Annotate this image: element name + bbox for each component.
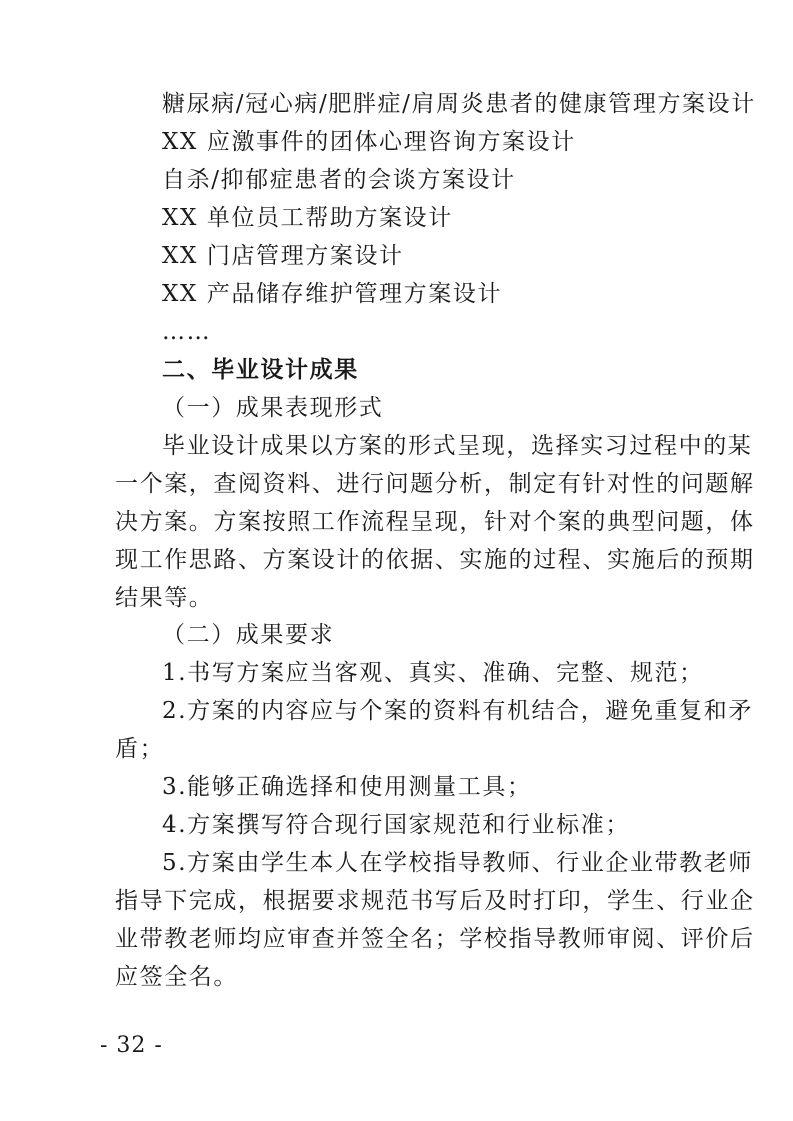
example-line: XX 单位员工帮助方案设计 xyxy=(162,205,453,231)
example-line: 糖尿病/冠心病/肥胖症/肩周炎患者的健康管理方案设计 xyxy=(162,91,756,117)
page-number: - 32 - xyxy=(100,1033,163,1058)
example-line: XX 应激事件的团体心理咨询方案设计 xyxy=(162,129,576,155)
requirement-item-cont: 应签全名。 xyxy=(115,964,238,990)
subsection-title: （一）成果表现形式 xyxy=(162,395,384,421)
requirement-item-cont: 盾； xyxy=(115,736,165,762)
requirement-item: 3.能够正确选择和使用测量工具； xyxy=(162,774,532,800)
requirement-item-cont: 业带教老师均应审查并签全名；学校指导教师审阅、评价后 xyxy=(115,926,755,952)
paragraph-line: 决方案。方案按照工作流程呈现，针对个案的典型问题，体 xyxy=(115,509,755,535)
example-line: XX 产品储存维护管理方案设计 xyxy=(162,281,503,307)
subsection-title: （二）成果要求 xyxy=(162,622,335,648)
paragraph-line: 结果等。 xyxy=(115,585,214,611)
requirement-item: 5.方案由学生本人在学校指导教师、行业企业带教老师 xyxy=(162,850,753,876)
requirement-item-cont: 指导下完成，根据要求规范书写后及时打印，学生、行业企 xyxy=(115,888,755,914)
requirement-item: 2.方案的内容应与个案的资料有机结合，避免重复和矛 xyxy=(162,698,753,724)
requirement-item: 4.方案撰写符合现行国家规范和行业标准； xyxy=(162,812,630,838)
paragraph-line: 毕业设计成果以方案的形式呈现，选择实习过程中的某 xyxy=(162,433,753,459)
paragraph-line: 现工作思路、方案设计的依据、实施的过程、实施后的预期 xyxy=(115,547,755,573)
ellipsis-line: …… xyxy=(162,319,212,345)
example-line: 自杀/抑郁症患者的会谈方案设计 xyxy=(162,167,516,193)
example-line: XX 门店管理方案设计 xyxy=(162,243,404,269)
requirement-item: 1.书写方案应当客观、真实、准确、完整、规范； xyxy=(162,660,704,686)
section-heading: 二、毕业设计成果 xyxy=(162,357,359,383)
paragraph-line: 一个案，查阅资料、进行问题分析，制定有针对性的问题解 xyxy=(115,471,755,497)
